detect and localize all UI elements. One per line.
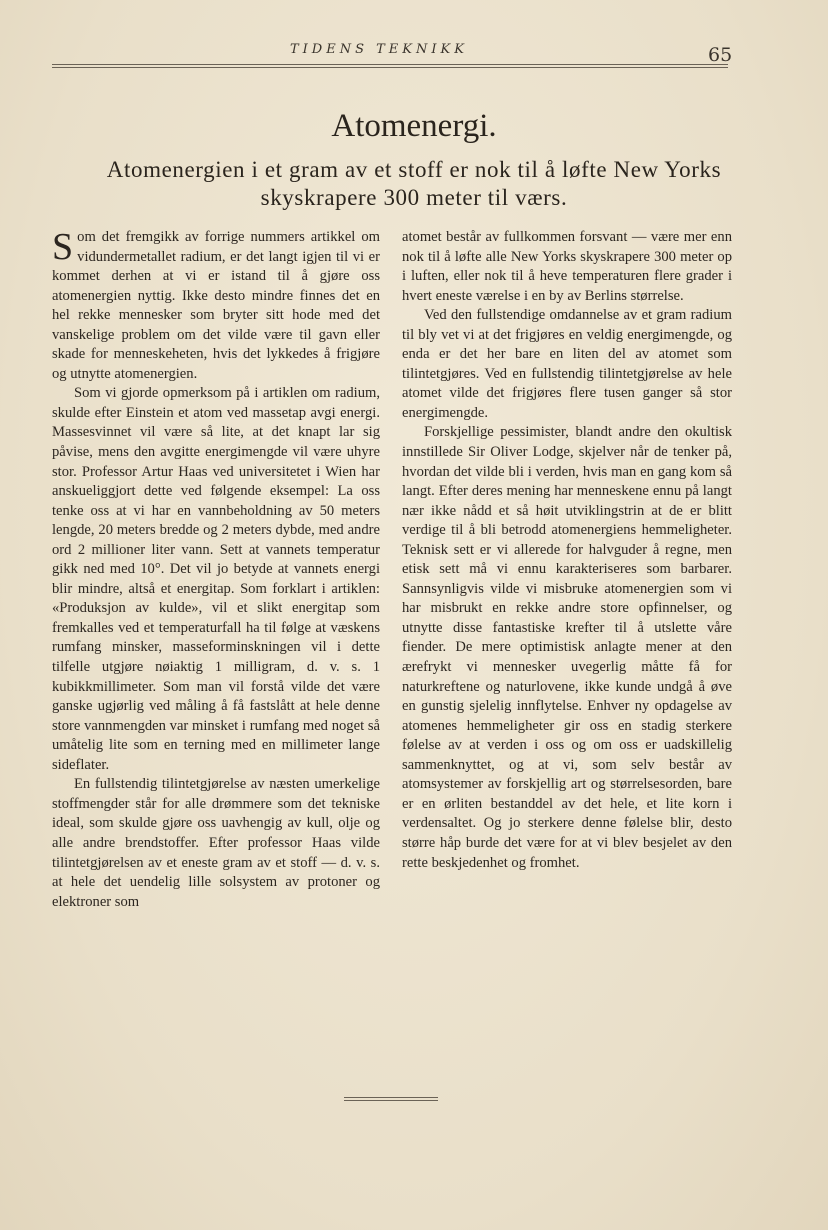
- journal-title: TIDENS TEKNIKK: [290, 42, 468, 57]
- article-end-rule: [344, 1097, 438, 1101]
- paragraph-text: om det fremgikk av forrige nummers artikkel om vidundermetallet radium, er det langt igjen til vi er kommet derhen at vi er istand til å gjøre oss atomenergien nyttig. Ikke desto mindre finnes det en hel rekke mennesker som bryter sitt hode med det vanskelige problem om det vilde være til gavn eller skade for menneskeheten, hvis det lykkedes å frigjøre og utnytte atomenergien.: [52, 229, 380, 382]
- paragraph: Forskjellige pessimister, blandt andre den okultisk innstillede Sir Oliver Lodge, skjelver når de tenker på, hvordan det vilde bli i verden, hvis man en gang kom så langt. Efter deres mening har menneskene ennu på langt nær ikke nådd et så høit utviklingstrin at de er blitt verdige til å bli betrodd atomenergiens hemmeligheter. Teknisk sett er vi allerede for halvguder å regne, men etisk sett må vi ennu karakteriseres som barbarer. Sannsynligvis vilde vi misbruke atomenergien som vi har misbrukt en rekke andre store opfinnelser, og utnytte disse fantastiske krefter til å utslette våre fiender. De mere optimistisk anlagte mener at den ærefrykt vi mennesker uvegerlig måtte få for naturkreftene og naturlovene, ikke kunde undgå å øve en gunstig sjelelig innflytelse. Enhver ny opdagelse av atomenes hemmeligheter gir oss en stadig sterkere følelse av at verden i oss og om oss er uadskillelig sammenknyttet, og at vi, som selv består av atomsystemer av forskjellig art og størrelsesorden, bare er en ørliten bestanddel av det hele, et lite korn i verdensaltet. Og jo sterkere denne følelse blir, desto større håp burde det være for at vi blev besjelet av den rette beskjedenhet og fromhet.: [402, 424, 732, 871]
- article-subtitle: Atomenergien i et gram av et stoff er nok til å løfte New Yorks skyskrapere 300 meter til værs.: [106, 157, 722, 210]
- running-head: [0, 40, 828, 70]
- paragraph: Ved den fullstendige omdannelse av et gram radium til bly vet vi at det frigjøres en veldig energimengde, og enda er det her bare en liten del av atomet som tilintetgjøres. Ved en fullstendig tilintetgjørelse av hele atomet vilde det frigjøres flere tusen ganger så stor energimengde.: [402, 307, 732, 421]
- paragraph: En fullstendig tilintetgjørelse av næsten umerkelige stoffmengder står for alle drømmere som det tekniske ideal, som skulde gjøre oss uavhengig av kull, olje og alle andre brendstoffer. Efter professor Haas vilde tilintetgjørelsen av et eneste gram av et stoff — d. v. s. at hele det uendelig lille solsystem av protoner og elektroner som: [52, 776, 380, 910]
- left-column: [52, 228, 380, 912]
- right-column: [402, 228, 732, 873]
- header-rule: [52, 64, 728, 68]
- paragraph: Som vi gjorde opmerksom på i artiklen om radium, skulde efter Einstein et atom ved massetap avgi energi. Massesvinnet vil være så lite, at det knapt lar sig påvise, mens den avgitte energimengde vil være uhyre stor. Professor Artur Haas ved universitetet i Wien har anskueliggjort dette ved følgende eksempel: La oss tenke oss at vi har en vannbeholdning av 50 meters lengde, 20 meters bredde og 2 meters dybde, med andre ord 2 millioner liter vann. Sett at vannets temperatur gikk ned med 10°. Det vil jo betyde at vannets energi blir mindre, altså et energitap. Som forklart i artiklen: «Produksjon av kulde», vil et slikt energitap som fremkalles ved et temperaturfall ha til følge at væskens rumfang minsker, masseforminskningen vil i dette tilfelle utgjøre nøiaktig 1 milligram, d. v. s. 1 kubikkmillimeter. Som man vil forstå vilde det være ganske ugjørlig ved måling å få fastslått at hele denne store vannmengden var minsket i rumfang med noget så umåtelig lite som en terning med en millimeter lange sideflater.: [52, 385, 380, 773]
- paragraph: atomet består av fullkommen forsvant — være mer enn nok til å løfte alle New Yorks skyskrapere 300 meter op i luften, eller nok til å heve temperaturen flere grader i hvert eneste værelse i en by av Berlins størrelse.: [402, 229, 732, 304]
- article-title: Atomenergi.: [331, 108, 497, 144]
- drop-cap: S: [52, 226, 74, 268]
- paragraph: [52, 228, 380, 384]
- page-number: 65: [708, 44, 733, 66]
